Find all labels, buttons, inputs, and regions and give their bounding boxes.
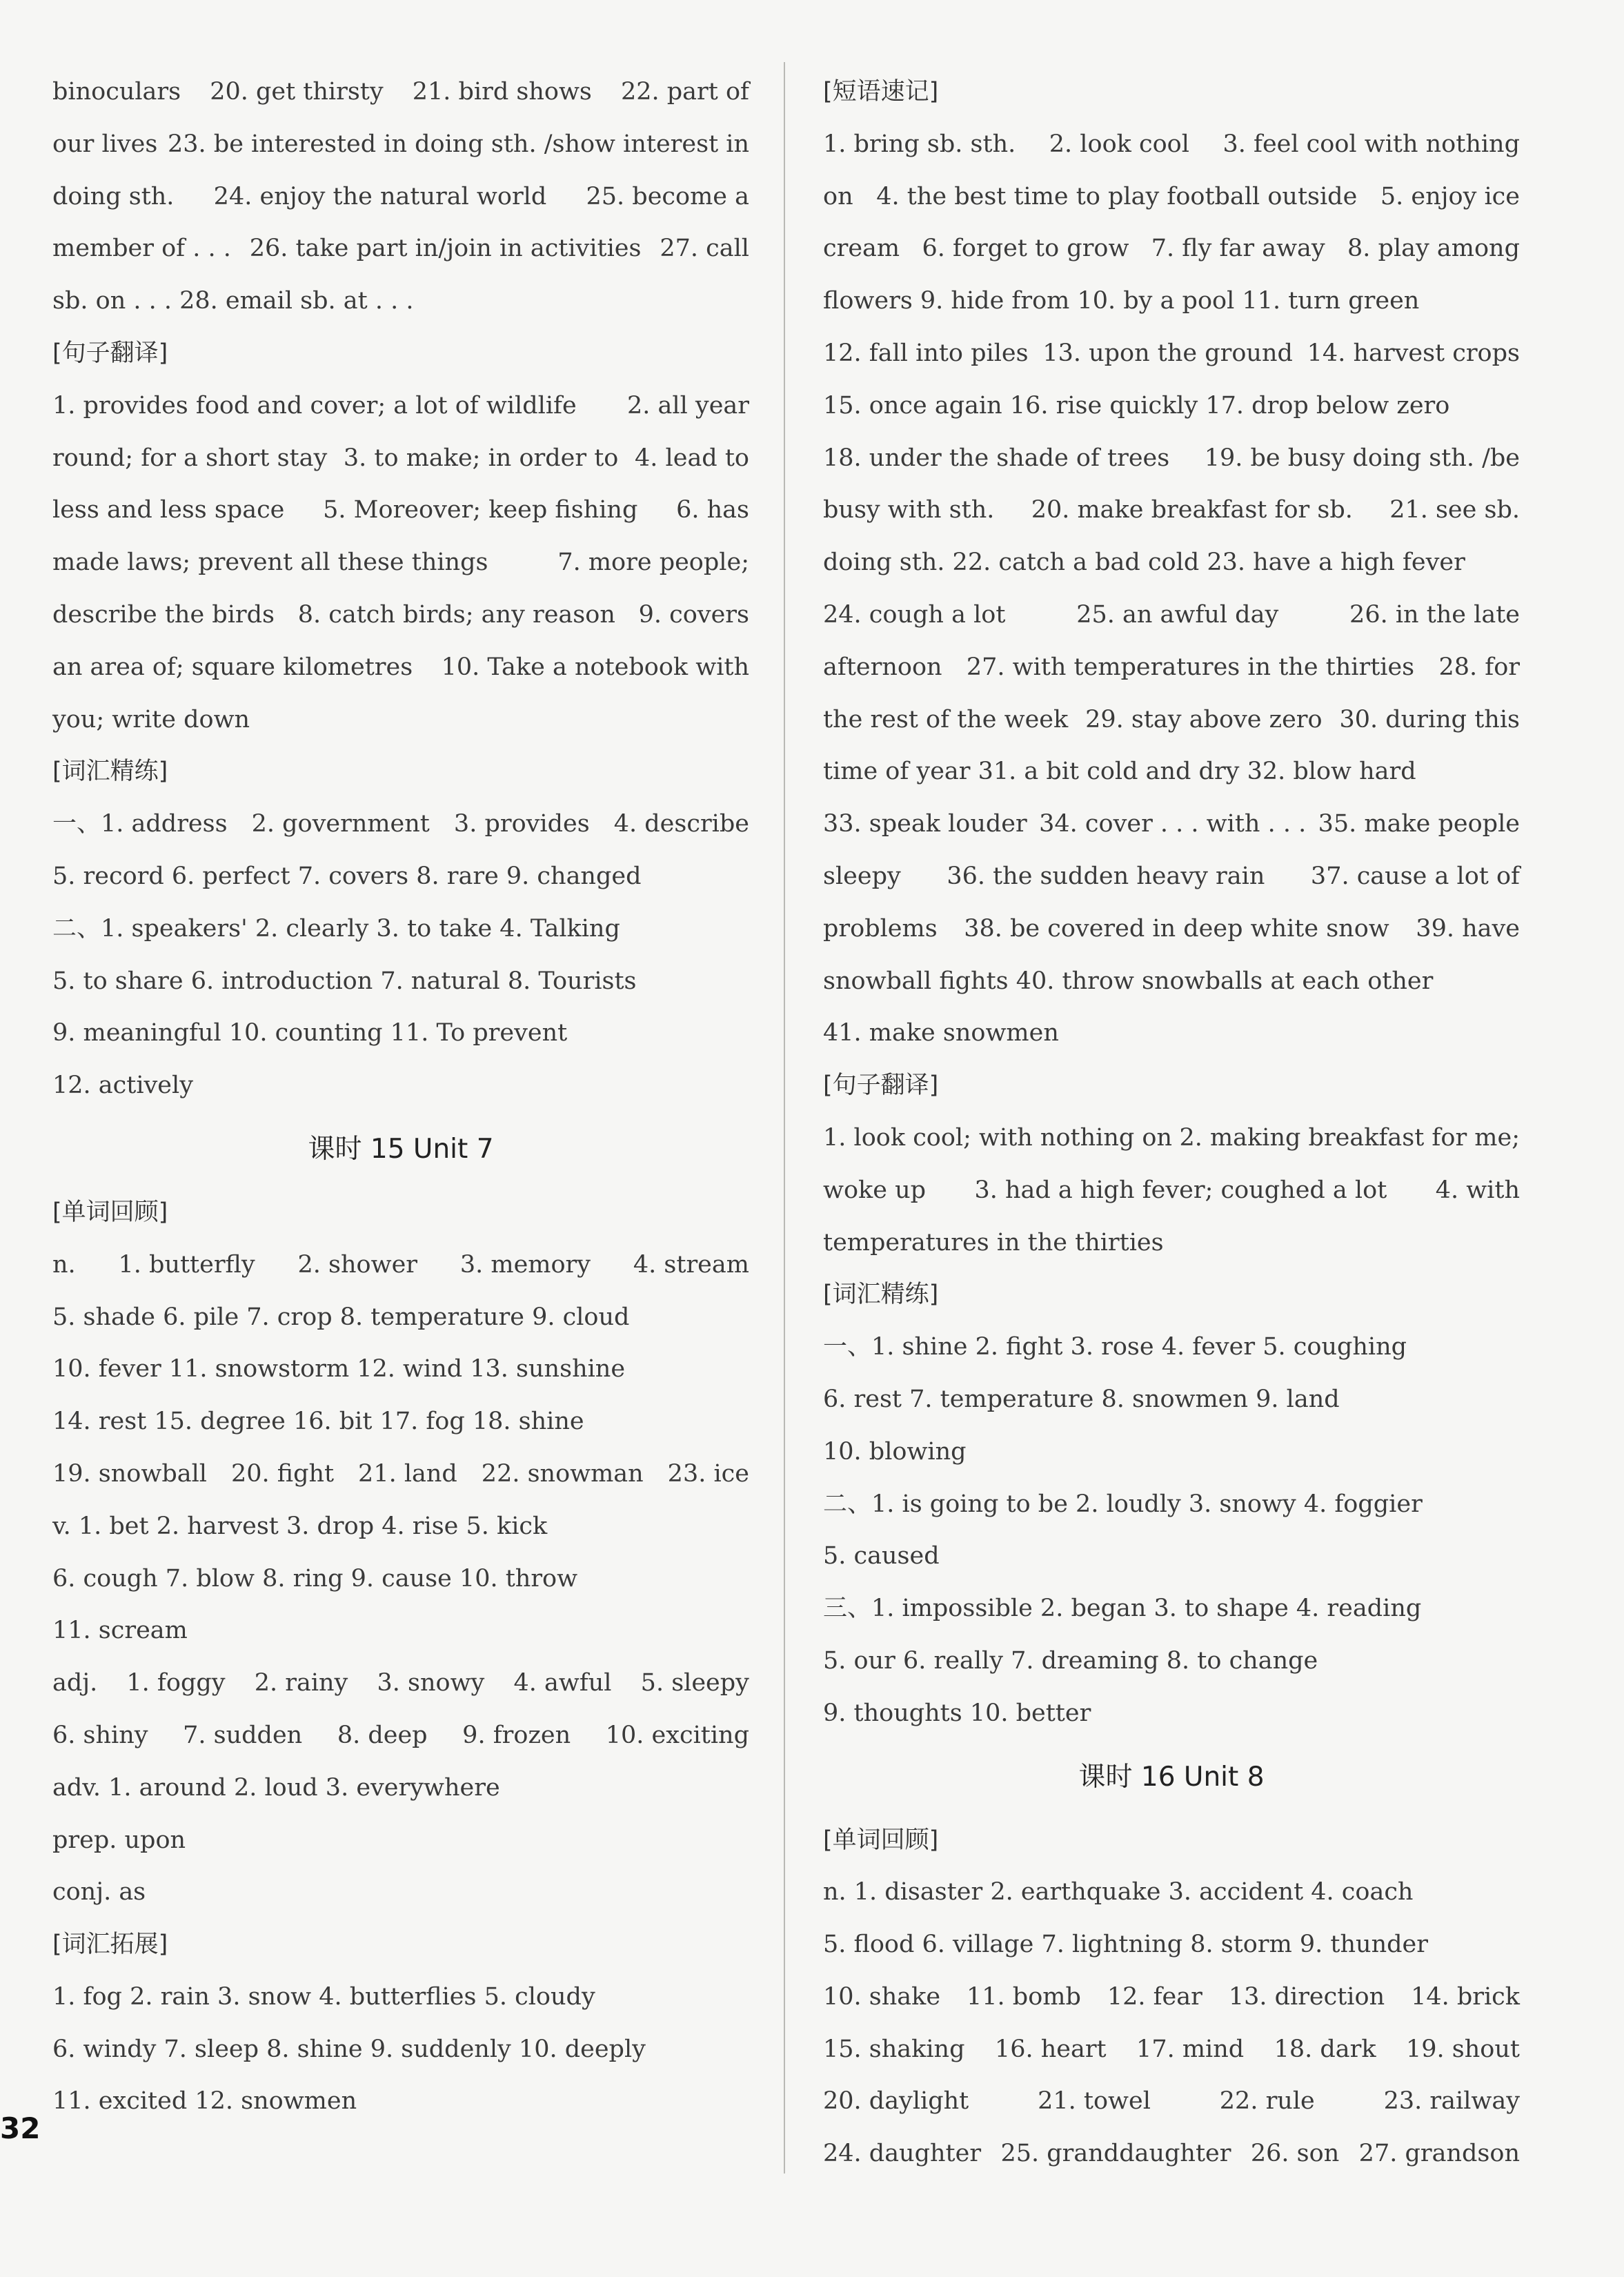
answer-item: 4. describe xyxy=(613,810,749,838)
answer-item: 6. has xyxy=(676,496,749,524)
answer-item: 19. snowball xyxy=(52,1459,207,1488)
answer-line: 5. to share 6. introduction 7. natural 8. Tourists xyxy=(52,967,637,995)
answer-line xyxy=(52,66,749,119)
answer-item: 8. deep xyxy=(337,1721,428,1749)
answer-line: adv. 1. around 2. loud 3. everywhere xyxy=(52,1773,500,1802)
answer-item: 16. heart xyxy=(994,2035,1107,2063)
answer-item: 26. son xyxy=(1250,2140,1340,2168)
answer-line: 一、1. shine 2. fight 3. rose 4. fever 5. coughing xyxy=(823,1333,1407,1361)
answer-item: made laws; prevent all these things xyxy=(52,549,488,577)
answer-item: 4. with xyxy=(1435,1176,1520,1204)
answer-item: less and less space xyxy=(52,496,285,524)
answer-item: woke up xyxy=(823,1176,927,1204)
answer-item: 26. in the late xyxy=(1349,600,1520,629)
answer-line: 1. fog 2. rain 3. snow 4. butterflies 5. cloudy xyxy=(52,1982,595,2011)
answer-line: flowers 9. hide from 10. by a pool 11. turn green xyxy=(823,287,1420,315)
section-heading: [句子翻译] xyxy=(52,339,168,367)
answer-item: 3. to make; in order to xyxy=(343,444,619,472)
answer-item: 4. awful xyxy=(513,1669,612,1697)
answer-line: temperatures in the thirties xyxy=(823,1228,1164,1256)
answer-item: 26. take part in/join in activities xyxy=(249,235,642,263)
answer-item: 18. dark xyxy=(1274,2035,1376,2063)
answer-item: our lives xyxy=(52,130,158,158)
answer-item: 27. with temperatures in the thirties xyxy=(966,653,1415,681)
answer-line xyxy=(52,1239,749,1292)
answer-item: 1. butterfly xyxy=(118,1250,255,1279)
answer-item: 10. Take a notebook with xyxy=(441,653,749,681)
answer-line xyxy=(823,642,1520,694)
answer-item: 3. had a high fever; coughed a lot xyxy=(974,1176,1387,1204)
answer-line xyxy=(52,1657,749,1710)
answer-line xyxy=(52,798,749,851)
answer-line: conj. as xyxy=(52,1878,146,1906)
answer-line xyxy=(823,2076,1520,2128)
section-heading: [短语速记] xyxy=(823,78,939,106)
answer-item: 18. under the shade of trees xyxy=(823,444,1170,472)
answer-item: 5. enjoy ice xyxy=(1380,182,1520,210)
answer-line xyxy=(823,2128,1520,2180)
answer-item: 7. fly far away xyxy=(1151,235,1325,263)
answer-line: sb. on . . . 28. email sb. at . . . xyxy=(52,287,414,315)
answer-item: problems xyxy=(823,914,938,943)
answer-item: 25. an awful day xyxy=(1076,600,1279,629)
answer-item: 20. get thirsty xyxy=(210,78,384,106)
section-heading: [词汇精练] xyxy=(823,1281,939,1309)
answer-line xyxy=(823,119,1520,171)
answer-item: 33. speak louder xyxy=(823,810,1027,838)
answer-line: snowball fights 40. throw snowballs at each other xyxy=(823,967,1434,995)
answer-item: 6. shiny xyxy=(52,1721,148,1749)
answer-item: 8. catch birds; any reason xyxy=(297,600,615,629)
answer-item: 1. look cool; with nothing on xyxy=(823,1123,1173,1152)
answer-item: 8. play among xyxy=(1347,235,1520,263)
answer-line xyxy=(52,484,749,537)
answer-line xyxy=(52,1710,749,1762)
answer-line xyxy=(823,328,1520,380)
answer-item: 7. sudden xyxy=(183,1721,303,1749)
answer-line xyxy=(823,1112,1520,1165)
page-number: 32 xyxy=(0,2111,41,2145)
answer-item: 2. look cool xyxy=(1049,130,1189,158)
answer-line xyxy=(52,433,749,485)
answer-line: 9. meaningful 10. counting 11. To prevent xyxy=(52,1019,568,1047)
answer-item: 34. cover . . . with . . . xyxy=(1039,810,1307,838)
answer-line: 6. windy 7. sleep 8. shine 9. suddenly 10. deeply xyxy=(52,2035,646,2063)
answer-item: 23. ice xyxy=(667,1459,749,1488)
answer-item: 20. make breakfast for sb. xyxy=(1031,496,1353,524)
answer-item: 1. bring sb. sth. xyxy=(823,130,1016,158)
answer-line: 6. rest 7. temperature 8. snowmen 9. land xyxy=(823,1385,1340,1413)
answer-line: 5. flood 6. village 7. lightning 8. storm 9. thunder xyxy=(823,1931,1428,1959)
answer-item: 3. feel cool with nothing xyxy=(1222,130,1520,158)
answer-item: busy with sth. xyxy=(823,496,995,524)
answer-line xyxy=(52,223,749,275)
answer-item: 13. direction xyxy=(1228,1982,1385,2011)
answer-item: 23. railway xyxy=(1383,2087,1520,2116)
right-column xyxy=(823,66,1520,2180)
answer-item: 12. fear xyxy=(1107,1982,1202,2011)
answer-item: 36. the sudden heavy rain xyxy=(947,862,1265,890)
answer-item: 4. stream xyxy=(633,1250,749,1279)
answer-line xyxy=(823,694,1520,747)
answer-item: 2. government xyxy=(251,810,430,838)
answer-item: 17. mind xyxy=(1136,2035,1245,2063)
answer-line: n. 1. disaster 2. earthquake 3. accident 4. coach xyxy=(823,1878,1414,1906)
answer-line: prep. upon xyxy=(52,1826,186,1854)
answer-item: 6. forget to grow xyxy=(922,235,1129,263)
answer-line xyxy=(823,1971,1520,2024)
answer-item: 35. make people xyxy=(1318,810,1520,838)
answer-item: n. xyxy=(52,1250,76,1279)
answer-line: 14. rest 15. degree 16. bit 17. fog 18. shine xyxy=(52,1408,584,1436)
answer-line: v. 1. bet 2. harvest 3. drop 4. rise 5. kick xyxy=(52,1512,548,1540)
answer-item: an area of; square kilometres xyxy=(52,653,413,681)
answer-item: adj. xyxy=(52,1669,98,1697)
answer-item: 20. daylight xyxy=(823,2087,969,2116)
section-heading: [单词回顾] xyxy=(52,1198,168,1226)
answer-item: afternoon xyxy=(823,653,942,681)
answer-line xyxy=(823,1165,1520,1217)
answer-item: member of . . . xyxy=(52,235,231,263)
answer-item: 23. be interested in doing sth. /show interest in xyxy=(168,130,749,158)
answer-item: 3. snowy xyxy=(377,1669,485,1697)
answer-line: 二、1. is going to be 2. loudly 3. snowy 4. foggier xyxy=(823,1490,1423,1518)
answer-item: 19. shout xyxy=(1405,2035,1520,2063)
answer-item: 21. towel xyxy=(1038,2087,1151,2116)
answer-item: 1. provides food and cover; a lot of wildlife xyxy=(52,391,577,420)
answer-line xyxy=(52,589,749,642)
answer-line xyxy=(52,380,749,433)
answer-line xyxy=(52,171,749,224)
answer-line xyxy=(823,798,1520,851)
lesson-title: 课时 16 Unit 8 xyxy=(1078,1761,1265,1793)
answer-line: doing sth. 22. catch a bad cold 23. have a high fever xyxy=(823,549,1465,577)
section-heading: [句子翻译] xyxy=(823,1072,939,1100)
answer-item: 28. for xyxy=(1438,653,1520,681)
answer-line: 6. cough 7. blow 8. ring 9. cause 10. throw xyxy=(52,1564,578,1593)
answer-item: sleepy xyxy=(823,862,901,890)
answer-item: 2. shower xyxy=(297,1250,418,1279)
answer-line: 9. thoughts 10. better xyxy=(823,1699,1091,1727)
answer-line: 二、1. speakers' 2. clearly 3. to take 4. Talking xyxy=(52,914,620,943)
answer-item: 24. cough a lot xyxy=(823,600,1006,629)
answer-item: 25. become a xyxy=(586,182,749,210)
answer-line: 5. caused xyxy=(823,1542,940,1570)
answer-item: on xyxy=(823,182,853,210)
answer-item: 22. part of xyxy=(620,78,749,106)
answer-item: 一、1. address xyxy=(52,810,228,838)
answer-item: 22. snowman xyxy=(481,1459,644,1488)
answer-item: 22. rule xyxy=(1219,2087,1315,2116)
section-heading: [词汇拓展] xyxy=(52,1931,168,1959)
answer-line xyxy=(52,537,749,589)
section-heading: [词汇精练] xyxy=(52,758,168,786)
answer-item: 4. the best time to play football outside xyxy=(876,182,1358,210)
section-heading: [单词回顾] xyxy=(823,1826,939,1854)
answer-line: 5. shade 6. pile 7. crop 8. temperature 9. cloud xyxy=(52,1303,630,1331)
answer-item: 12. fall into piles xyxy=(823,339,1029,367)
answer-item: 10. exciting xyxy=(605,1721,749,1749)
answer-item: round; for a short stay xyxy=(52,444,328,472)
answer-line: 10. fever 11. snowstorm 12. wind 13. sunshine xyxy=(52,1355,626,1383)
answer-line xyxy=(823,433,1520,485)
answer-line xyxy=(823,851,1520,903)
answer-item: 21. land xyxy=(358,1459,457,1488)
answer-item: 27. call xyxy=(660,235,749,263)
lesson-title: 课时 15 Unit 7 xyxy=(308,1133,494,1165)
answer-line xyxy=(823,223,1520,275)
answer-item: 20. fight xyxy=(230,1459,335,1488)
answer-item: 4. lead to xyxy=(635,444,749,472)
answer-item: 10. shake xyxy=(823,1982,941,2011)
answer-item: 9. covers xyxy=(638,600,749,629)
left-column xyxy=(52,66,749,2128)
answer-item: cream xyxy=(823,235,900,263)
answer-line: 12. actively xyxy=(52,1072,193,1100)
answer-line xyxy=(823,903,1520,956)
answer-item: 5. sleepy xyxy=(640,1669,749,1697)
answer-item: 21. bird shows xyxy=(412,78,592,106)
answer-line xyxy=(823,171,1520,224)
answer-item: 2. rainy xyxy=(254,1669,348,1697)
answer-line: 15. once again 16. rise quickly 17. drop below zero xyxy=(823,391,1450,420)
answer-item: 2. making breakfast for me; xyxy=(1179,1123,1520,1152)
answer-item: 7. more people; xyxy=(557,549,749,577)
answer-item: 3. memory xyxy=(459,1250,591,1279)
answer-line: time of year 31. a bit cold and dry 32. blow hard xyxy=(823,758,1416,786)
answer-item: 9. frozen xyxy=(462,1721,571,1749)
answer-line xyxy=(823,2024,1520,2076)
answer-item: 38. be covered in deep white snow xyxy=(964,914,1389,943)
answer-line xyxy=(52,119,749,171)
answer-line: 5. our 6. really 7. dreaming 8. to change xyxy=(823,1646,1318,1675)
answer-line: 三、1. impossible 2. began 3. to shape 4. reading xyxy=(823,1595,1422,1623)
answer-line xyxy=(823,589,1520,642)
answer-item: 2. all year xyxy=(627,391,749,420)
answer-item: 3. provides xyxy=(453,810,590,838)
answer-item: 14. harvest crops xyxy=(1307,339,1520,367)
answer-item: 5. Moreover; keep fishing xyxy=(323,496,638,524)
answer-item: 19. be busy doing sth. /be xyxy=(1204,444,1520,472)
answer-item: 13. upon the ground xyxy=(1042,339,1293,367)
answer-item: 15. shaking xyxy=(823,2035,965,2063)
answer-line: 5. record 6. perfect 7. covers 8. rare 9. changed xyxy=(52,862,642,890)
answer-item: 21. see sb. xyxy=(1389,496,1520,524)
answer-line xyxy=(52,642,749,694)
answer-item: 39. have xyxy=(1416,914,1520,943)
answer-line: you; write down xyxy=(52,705,250,733)
answer-line xyxy=(823,484,1520,537)
answer-item: describe the birds xyxy=(52,600,275,629)
column-divider xyxy=(784,62,785,2174)
answer-item: 1. foggy xyxy=(126,1669,226,1697)
answer-item: 30. during this xyxy=(1339,705,1520,733)
answer-line: 10. blowing xyxy=(823,1437,967,1466)
answer-item: binoculars xyxy=(52,78,181,106)
answer-line: 41. make snowmen xyxy=(823,1019,1059,1047)
answer-item: 27. grandson xyxy=(1358,2140,1520,2168)
answer-line: 11. scream xyxy=(52,1617,188,1645)
answer-item: 11. bomb xyxy=(967,1982,1081,2011)
answer-line: 11. excited 12. snowmen xyxy=(52,2087,357,2116)
answer-item: the rest of the week xyxy=(823,705,1069,733)
answer-item: 24. daughter xyxy=(823,2140,982,2168)
answer-item: 25. granddaughter xyxy=(1000,2140,1231,2168)
answer-line xyxy=(52,1448,749,1501)
answer-item: doing sth. xyxy=(52,182,175,210)
answer-item: 24. enjoy the natural world xyxy=(213,182,547,210)
answer-item: 29. stay above zero xyxy=(1085,705,1323,733)
answer-item: 14. brick xyxy=(1411,1982,1520,2011)
answer-item: 37. cause a lot of xyxy=(1310,862,1520,890)
